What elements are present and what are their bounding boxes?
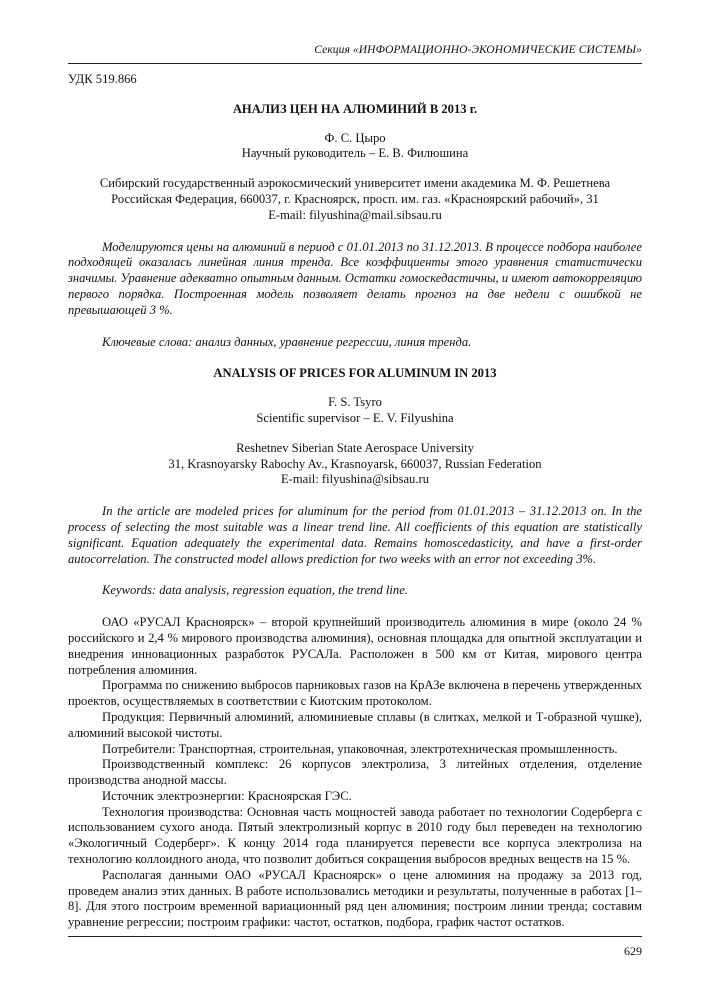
- ru-title: АНАЛИЗ ЦЕН НА АЛЮМИНИЙ В 2013 г.: [232, 101, 478, 116]
- header-rule: [68, 63, 642, 64]
- running-head: Секция «ИНФОРМАЦИОННО-ЭКОНОМИЧЕСКИЕ СИСТЕМЫ»: [314, 44, 642, 56]
- page-number: 629: [624, 944, 642, 958]
- en-abstract: In the article are modeled prices for aluminum for the period from 01.01.2013 – 31.12.2013 on. In the process of selecting the most suitable was a linear trend line. All coefficients of this equation are statistically significant. Equation adequately the experimental data. Remains homoscedasticity, and have a first-order autocorrelation. The constructed model allows prediction for two weeks with an error not exceeding 3%.: [68, 504, 642, 566]
- body-paragraph: Продукция: Первичный алюминий, алюминиевые сплавы (в слитках, мелкой и Т-образной чушке), алюминий высокой чистоты.: [68, 709, 642, 740]
- en-email: E-mail: filyushina@sibsau.ru: [280, 472, 429, 487]
- ru-affiliation-line2: Российская Федерация, 660037, г. Красноярск, просп. им. газ. «Красноярский рабочий», 31: [111, 191, 599, 206]
- article-body: [68, 72, 642, 931]
- en-keywords: Keywords: data analysis, regression equation, the trend line.: [102, 583, 408, 598]
- footer-rule: [68, 936, 642, 937]
- body-paragraph: ОАО «РУСАЛ Красноярск» – второй крупнейший производитель алюминия в мире (около 24 % российского и 2,4 % мирового производства алюминия), основная площадка для опытной эксплуатации и внедрения инновационных разработок РУСАЛа. Расположен в 500 км от Китая, мирового центра потребления алюминия.: [68, 615, 642, 677]
- body-paragraph: Производственный комплекс: 26 корпусов электролиза, 3 литейных отделения, отделение производства анодной массы.: [68, 757, 642, 788]
- body-paragraph: Технология производства: Основная часть мощностей завода работает по технологии Содерберга с использованием сухого анода. Пятый электролизный корпус в 2010 году был переведен на технологию «Экологичный Содерберг». К концу 2014 года планируется перевести все корпуса электролиза на технологию коллоидного анода, что позволит добиться сокращения выбросов вредных веществ на 15 %.: [68, 804, 642, 867]
- en-supervisor: Scientific supervisor – E. V. Filyushina: [256, 410, 454, 425]
- body-paragraph: Располагая данными ОАО «РУСАЛ Красноярск» о цене алюминия на продажу за 2013 год, проведем анализ этих данных. В работе использовались методики и результаты, полученные в работах [1–8]. Для этого построим временной вариационный ряд цен алюминия; построим линии тренда; составим уравнение регрессии; построим графики: частот, остатков, подбора, график частот остатков.: [68, 867, 642, 930]
- ru-author: Ф. С. Цыро: [324, 130, 386, 145]
- ru-supervisor: Научный руководитель – Е. В. Филюшина: [241, 146, 469, 161]
- ru-email: E-mail: filyushina@mail.sibsau.ru: [268, 207, 442, 222]
- en-author: F. S. Tsyro: [328, 395, 382, 410]
- ru-keywords: Ключевые слова: анализ данных, уравнение регрессии, линия тренда.: [102, 334, 472, 349]
- en-affiliation-line2: 31, Krasnoyarsky Rabochy Av., Krasnoyarsk, 660037, Russian Federation: [168, 456, 542, 471]
- body-paragraph: Потребители: Транспортная, строительная, упаковочная, электротехническая промышленность.: [102, 741, 618, 756]
- body-paragraph: Источник электроэнергии: Красноярская ГЭС.: [102, 788, 352, 803]
- ru-abstract: Моделируются цены на алюминий в период с 01.01.2013 по 31.12.2013. В процессе подбора наиболее подходящей оказалась линейная линия тренда. Все коэффициенты этого уравнения статистически значимы. Уравнение адекватно опытным данным. Остатки гомоскедастичны, и имеют автокорреляцию первого порядка. Построенная модель позволяет делать прогноз на две недели с ошибкой не превышающей 3 %.: [68, 239, 642, 317]
- body-paragraph: Программа по снижению выбросов парниковых газов на КрАЗе включена в перечень утвержденных проектов, осуществляемых в соответствии с Киотским протоколом.: [68, 678, 642, 709]
- ru-affiliation-line1: Сибирский государственный аэрокосмический университет имени академика М. Ф. Решетнева: [99, 176, 611, 191]
- udc-code: УДК 519.866: [68, 72, 137, 86]
- en-affiliation-line1: Reshetnev Siberian State Aerospace University: [236, 440, 474, 455]
- en-title: ANALYSIS OF PRICES FOR ALUMINUM IN 2013: [213, 366, 497, 381]
